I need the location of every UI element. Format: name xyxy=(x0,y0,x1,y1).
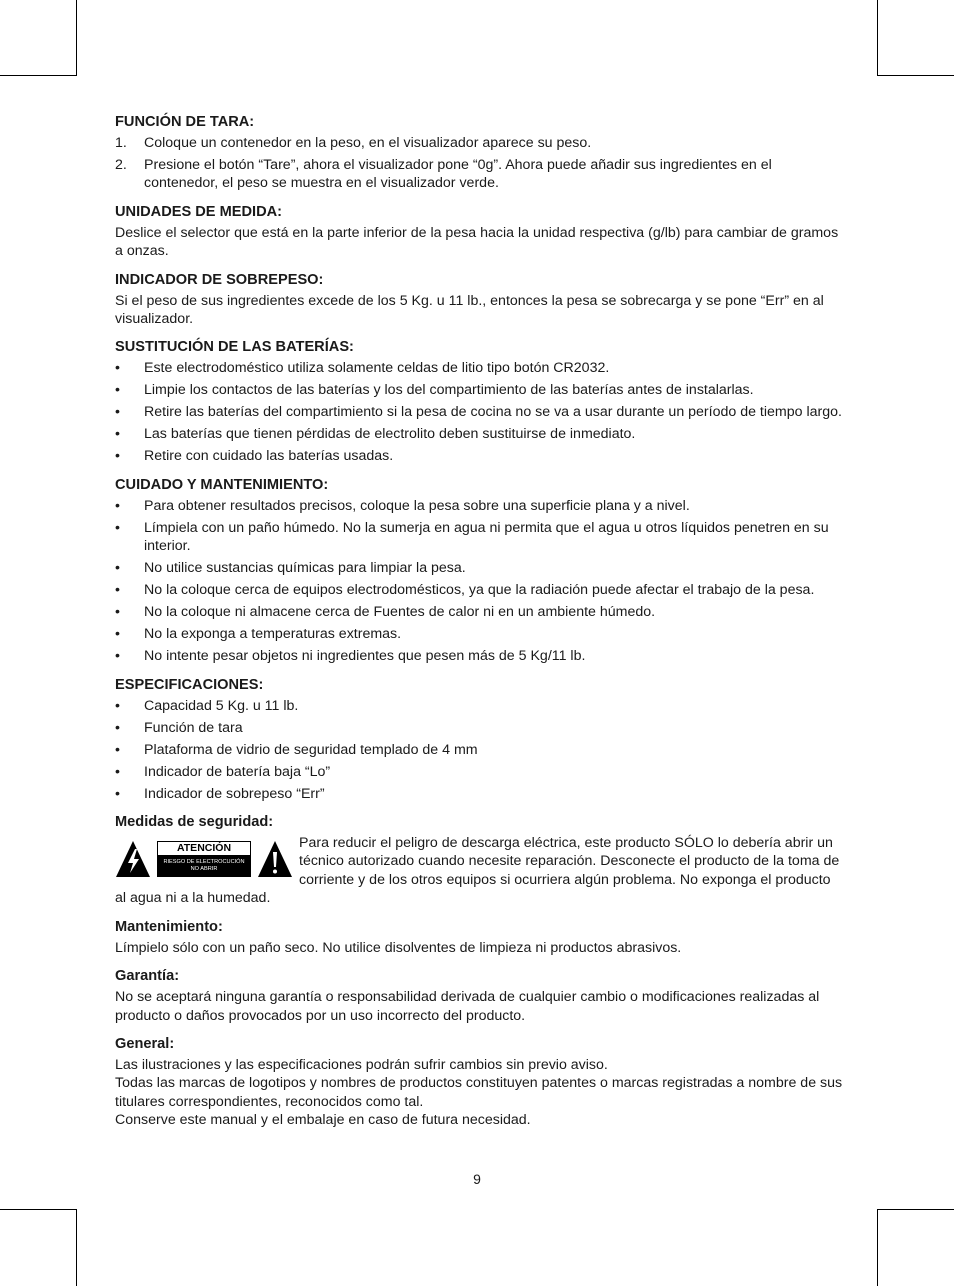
section-title: CUIDADO Y MANTENIMIENTO: xyxy=(115,476,329,493)
crop-mark xyxy=(0,1209,77,1210)
bullet: • xyxy=(115,404,120,421)
bullet: • xyxy=(115,448,120,465)
bullet-list xyxy=(115,359,843,465)
list-text: Función de tara xyxy=(144,719,243,736)
section-unidades xyxy=(115,203,843,261)
list-item xyxy=(115,719,843,737)
section-baterias xyxy=(115,338,843,465)
list-item xyxy=(115,741,843,759)
list-item xyxy=(115,381,843,399)
section-general xyxy=(115,1035,843,1130)
list-item xyxy=(115,697,843,715)
paragraph: Conserve este manual y el embalaje en caso de futura necesidad. xyxy=(115,1112,531,1129)
list-item xyxy=(115,581,843,599)
list-item xyxy=(115,447,843,465)
list-item xyxy=(115,403,843,421)
list-text: Para obtener resultados precisos, coloque la pesa sobre una superficie plana y a nivel. xyxy=(144,497,690,514)
section-especificaciones xyxy=(115,676,843,803)
crop-mark xyxy=(877,75,954,76)
list-item xyxy=(115,785,843,803)
bullet: • xyxy=(115,519,120,536)
list-text: Coloque un contenedor en la peso, en el visualizador aparece su peso. xyxy=(144,135,592,151)
bullet: • xyxy=(115,741,120,758)
list-text: Capacidad 5 Kg. u 11 lb. xyxy=(144,697,299,714)
bullet: • xyxy=(115,360,120,377)
list-text: Limpie los contactos de las baterías y los del compartimiento de las baterías antes de instalarlas. xyxy=(144,382,754,399)
list-item xyxy=(115,134,843,152)
numbered-list xyxy=(115,134,843,193)
attention-line: RIESGO DE ELECTROCUCIÓN xyxy=(163,858,245,865)
list-text: Este electrodoméstico utiliza solamente celdas de litio tipo botón CR2032. xyxy=(144,360,610,377)
list-text: No la coloque ni almacene cerca de Fuentes de calor ni en un ambiente húmedo. xyxy=(144,604,656,621)
bullet: • xyxy=(115,582,120,599)
list-text: Indicador de batería baja “Lo” xyxy=(144,763,331,780)
section-title: ESPECIFICACIONES: xyxy=(115,676,264,693)
list-text: Presione el botón “Tare”, ahora el visualizador pone “0g”. Ahora puede añadir sus ingredientes en el contenedor, el peso se muestra en el visualizador verde. xyxy=(144,157,772,192)
bullet-list xyxy=(115,697,843,803)
attention-subtitle xyxy=(158,856,250,876)
section-title: UNIDADES DE MEDIDA: xyxy=(115,203,283,220)
list-text: No intente pesar objetos ni ingredientes que pesen más de 5 Kg/11 lb. xyxy=(144,648,586,665)
bullet: • xyxy=(115,426,120,443)
section-title: FUNCIÓN DE TARA: xyxy=(115,114,255,130)
crop-mark xyxy=(0,75,77,76)
warning-label xyxy=(115,837,293,881)
paragraph: Deslice el selector que está en la parte inferior de la pesa hacia la unidad respectiva (g/lb) para cambiar de gramos a onzas. xyxy=(115,224,839,260)
list-item xyxy=(115,359,843,377)
section-title: INDICADOR DE SOBREPESO: xyxy=(115,271,324,288)
crop-mark xyxy=(877,0,878,76)
paragraph: Para reducir el peligro de descarga eléctrica, este producto SÓLO lo debería abrir un técnico autorizado cuando necesite reparación. Desconecte el producto de la toma de corriente y de los otros equipos si ocurriera algún problema. No exponga el producto al agua ni a la humedad. xyxy=(115,835,840,907)
bullet: • xyxy=(115,382,120,399)
bullet: • xyxy=(115,697,120,714)
section-title: SUSTITUCIÓN DE LAS BATERÍAS: xyxy=(115,339,354,356)
list-item xyxy=(115,603,843,621)
bullet: • xyxy=(115,763,120,780)
paragraph: Si el peso de sus ingredientes excede de los 5 Kg. u 11 lb., entonces la pesa se sobrecarga y se pone “Err” en al visualizador. xyxy=(115,292,824,328)
section-mantenimiento xyxy=(115,918,843,957)
list-text: Las baterías que tienen pérdidas de electrolito deben sustituirse de inmediato. xyxy=(144,426,636,443)
attention-line: NO ABRIR xyxy=(190,866,218,873)
crop-mark xyxy=(877,1209,878,1286)
list-item xyxy=(115,497,843,515)
section-sobrepeso xyxy=(115,271,843,329)
list-text: No la coloque cerca de equipos electrodomésticos, ya que la radiación puede afectar el trabajo de la pesa. xyxy=(144,582,815,599)
paragraph: Las ilustraciones y las especificaciones podrán sufrir cambios sin previo aviso. xyxy=(115,1056,608,1073)
list-text: Indicador de sobrepeso “Err” xyxy=(144,785,325,802)
list-number: 2. xyxy=(115,157,127,173)
list-item xyxy=(115,425,843,443)
bullet: • xyxy=(115,626,120,643)
attention-title: ATENCIÓN xyxy=(158,842,250,856)
list-item xyxy=(115,625,843,643)
lightning-warning-icon xyxy=(115,840,151,878)
list-text: No utilice sustancias químicas para limpiar la pesa. xyxy=(144,560,466,577)
bullet: • xyxy=(115,785,120,802)
section-title: Mantenimiento: xyxy=(115,918,223,935)
list-text: Plataforma de vidrio de seguridad templado de 4 mm xyxy=(144,741,478,758)
paragraph: Todas las marcas de logotipos y nombres de productos constituyen patentes o marcas registradas a nombre de sus titulares correspondientes, reconocidos como tal. xyxy=(115,1075,843,1110)
bullet: • xyxy=(115,497,120,514)
attention-box xyxy=(157,841,251,877)
paragraph: Límpielo sólo con un paño seco. No utilice disolventes de limpieza ni productos abrasivos. xyxy=(115,939,682,956)
exclamation-warning-icon xyxy=(257,840,293,878)
section-cuidado xyxy=(115,476,843,666)
section-title: Medidas de seguridad: xyxy=(115,814,274,831)
section-tara xyxy=(115,113,843,193)
section-seguridad xyxy=(115,813,843,908)
bullet: • xyxy=(115,719,120,736)
crop-mark xyxy=(76,0,77,76)
page-content xyxy=(115,113,843,1140)
list-item xyxy=(115,156,843,193)
section-title: General: xyxy=(115,1035,175,1052)
crop-mark xyxy=(877,1209,954,1210)
section-title: Garantía: xyxy=(115,968,180,985)
bullet: • xyxy=(115,560,120,577)
list-text: No la exponga a temperaturas extremas. xyxy=(144,626,402,643)
bullet-list xyxy=(115,497,843,666)
list-item xyxy=(115,763,843,781)
section-garantia xyxy=(115,967,843,1025)
paragraph: No se aceptará ninguna garantía o responsabilidad derivada de cualquier cambio o modificaciones realizadas al producto o daños provocados por un uso incorrecto del producto. xyxy=(115,989,820,1024)
crop-mark xyxy=(76,1209,77,1286)
bullet: • xyxy=(115,604,120,621)
safety-block xyxy=(115,834,843,908)
list-item xyxy=(115,519,843,556)
list-text: Retire las baterías del compartimiento si la pesa de cocina no se va a usar durante un período de tiempo largo. xyxy=(144,404,842,421)
bullet: • xyxy=(115,648,120,665)
page-number: 9 xyxy=(473,1171,481,1187)
list-number: 1. xyxy=(115,135,127,151)
list-text: Límpiela con un paño húmedo. No la sumerja en agua ni permita que el agua u otros líquidos penetren en su interior. xyxy=(144,519,829,555)
list-item xyxy=(115,559,843,577)
list-item xyxy=(115,647,843,665)
list-text: Retire con cuidado las baterías usadas. xyxy=(144,448,394,465)
